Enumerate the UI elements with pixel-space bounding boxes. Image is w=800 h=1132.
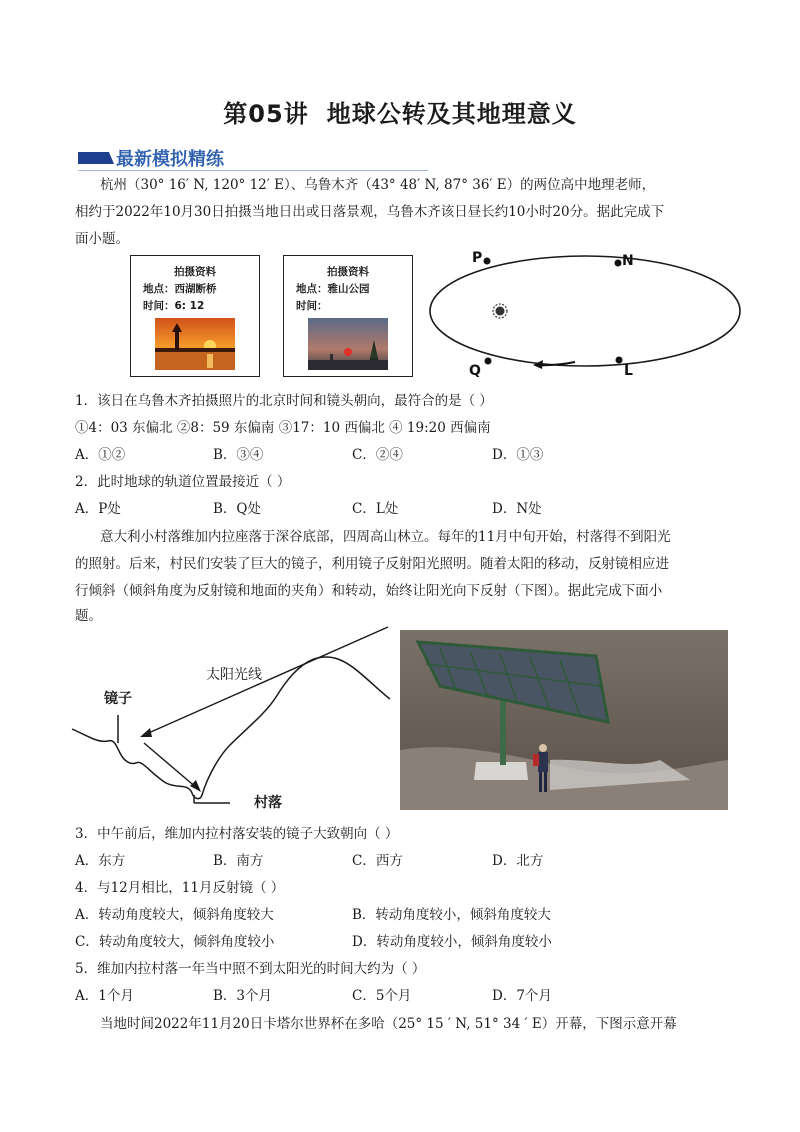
q5-option-b[interactable]: B．3个月 xyxy=(213,988,273,1004)
orbit-point-p xyxy=(484,258,491,265)
q3-stem: 3．中午前后，维加内拉村落安装的镜子大致朝向（ ） xyxy=(75,826,399,842)
q1-stem: 1．该日在乌鲁木齐拍摄照片的北京时间和镜头朝向，最符合的是（ ） xyxy=(75,393,493,409)
q5-option-c[interactable]: C．5个月 xyxy=(352,988,412,1004)
q5-stem: 5．维加内拉村落一年当中照不到太阳光的时间大约为（ ） xyxy=(75,961,426,977)
card-title: 拍摄资料 xyxy=(327,266,369,278)
q2-option-d[interactable]: D．N处 xyxy=(492,501,542,517)
page-title: 第05讲 地球公转及其地理意义 xyxy=(223,100,577,128)
valley-mirror-diagram xyxy=(70,625,395,815)
intro3-line1: 当地时间2022年11月20日卡塔尔世界杯在多哈（25° 15 ′ N, 51° 34 ′ E）开幕，下图示意开幕 xyxy=(100,1016,677,1032)
q3-option-a[interactable]: A．东方 xyxy=(75,853,126,869)
card-time: 时间：6: 12 xyxy=(143,300,205,312)
q1-option-d[interactable]: D．①③ xyxy=(492,447,544,463)
card-place: 地点：西湖断桥 xyxy=(143,283,217,295)
sunset-photo xyxy=(308,318,388,370)
mirror-photo xyxy=(400,630,728,810)
intro2-line1: 意大利小村落维加内拉座落于深谷底部，四周高山林立。每年的11月中旬开始，村落得不到阳光 xyxy=(100,529,671,545)
q1-options xyxy=(75,443,735,463)
orbit-ellipse xyxy=(430,256,740,366)
orbit-diagram xyxy=(425,248,745,378)
q5-option-d[interactable]: D．7个月 xyxy=(492,988,552,1004)
orbit-point-q xyxy=(485,358,492,365)
q2-option-a[interactable]: A．P处 xyxy=(75,501,121,517)
orbit-point-n xyxy=(615,260,622,267)
card-place: 地点：雅山公园 xyxy=(296,283,370,295)
q3-option-d[interactable]: D．北方 xyxy=(492,853,544,869)
label-q: Q xyxy=(469,363,481,378)
q1-choices: ①4：03 东偏北 ②8：59 东偏南 ③17：10 西偏北 ④ 19:20 西偏南 xyxy=(75,420,491,436)
sunray-arrowhead-icon xyxy=(140,728,152,737)
q4-option-a[interactable]: A．转动角度较大，倾斜角度较大 xyxy=(75,907,274,923)
section-heading: 最新模拟精练 xyxy=(116,149,224,170)
sunray-label: 太阳光线 xyxy=(206,667,262,683)
label-l: L xyxy=(624,363,633,378)
orbit-direction-arrow-icon xyxy=(533,360,575,369)
q4-options-row1 xyxy=(75,903,735,923)
q4-stem: 4．与12月相比，11月反射镜（ ） xyxy=(75,880,285,896)
village-label: 村落 xyxy=(254,795,282,811)
card-time: 时间： xyxy=(296,300,328,312)
sunray-line xyxy=(144,627,388,735)
intro1-line2: 相约于2022年10月30日拍摄当地日出或日落景观，乌鲁木齐该日昼长约10小时20分。据此完成下 xyxy=(75,204,665,220)
reflected-ray-line xyxy=(144,743,198,789)
section-banner-bar xyxy=(78,152,114,164)
label-p: P xyxy=(472,250,483,266)
sunrise-photo xyxy=(155,318,235,370)
q2-options xyxy=(75,497,735,517)
photo-card-hangzhou xyxy=(130,255,260,377)
q1-option-c[interactable]: C．②④ xyxy=(352,447,403,463)
q2-option-c[interactable]: C．L处 xyxy=(352,501,399,517)
photo-card-urumqi xyxy=(283,255,413,377)
q5-option-a[interactable]: A．1个月 xyxy=(75,988,134,1004)
reflected-arrowhead-icon xyxy=(190,780,201,792)
orbit-point-l xyxy=(616,357,623,364)
q4-option-c[interactable]: C．转动角度较大，倾斜角度较小 xyxy=(75,934,275,950)
q3-option-b[interactable]: B．南方 xyxy=(213,853,264,869)
mirror-label: 镜子 xyxy=(104,691,132,707)
intro1-line1: 杭州（30° 16′ N, 120° 12′ E）、乌鲁木齐（43° 48′ N, 87° 36′ E）的两位高中地理老师， xyxy=(100,177,656,193)
q2-option-b[interactable]: B．Q处 xyxy=(213,501,261,517)
sun-icon xyxy=(493,304,507,318)
q2-stem: 2．此时地球的轨道位置最接近（ ） xyxy=(75,474,291,490)
section-banner xyxy=(78,146,224,170)
q4-options-row2 xyxy=(75,930,735,950)
section-divider xyxy=(78,170,428,171)
q1-option-a[interactable]: A．①② xyxy=(75,447,126,463)
label-n: N xyxy=(622,253,634,269)
q5-options xyxy=(75,984,735,1004)
intro2-line3: 行倾斜（倾斜角度为反射镜和地面的夹角）和转动，始终让阳光向下反射（下图）。据此完成下面小 xyxy=(75,583,663,599)
intro1-line3: 面小题。 xyxy=(75,231,129,247)
q4-option-d[interactable]: D．转动角度较小，倾斜角度较小 xyxy=(352,934,552,950)
intro2-line2: 的照射。后来，村民们安装了巨大的镜子，利用镜子反射阳光照明。随着太阳的移动，反射镜相应进 xyxy=(75,556,669,572)
intro2-line4: 题。 xyxy=(75,608,102,624)
q3-options xyxy=(75,849,735,869)
card-title: 拍摄资料 xyxy=(174,266,216,278)
q3-option-c[interactable]: C．西方 xyxy=(352,853,403,869)
q1-option-b[interactable]: B．③④ xyxy=(213,447,264,463)
q4-option-b[interactable]: B．转动角度较小，倾斜角度较大 xyxy=(352,907,551,923)
